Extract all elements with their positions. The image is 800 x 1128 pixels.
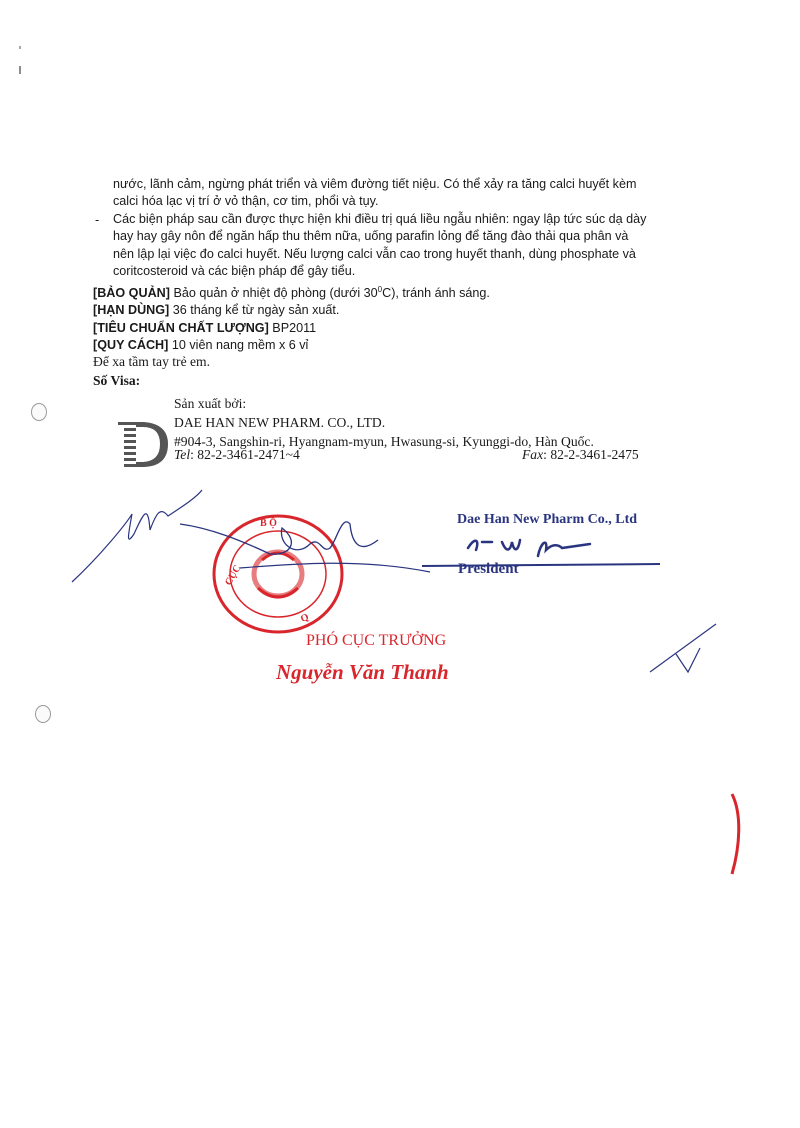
logo-letter: D bbox=[116, 418, 117, 419]
president-title: President bbox=[458, 561, 519, 577]
stamp-edge-mark bbox=[724, 790, 748, 880]
overdose-line-2: calci hóa lạc vị trí ở vỏ thận, cơ tim, phổi và tụy. bbox=[113, 194, 379, 209]
overdose-line-1: nước, lãnh cảm, ngừng phát triển và viêm đường tiết niệu. Có thể xảy ra tăng calci huyết kèm bbox=[113, 177, 637, 191]
visa-label: Số Visa: bbox=[93, 373, 141, 388]
fax-label: Fax bbox=[522, 447, 544, 462]
initial-mark bbox=[646, 620, 722, 676]
company-logo bbox=[116, 418, 176, 470]
stamp-name: Nguyễn Văn Thanh bbox=[276, 660, 449, 684]
storage-text: Bảo quản ở nhiệt độ phòng (dưới 30 bbox=[169, 286, 378, 301]
storage-label: [BẢO QUẢN] bbox=[93, 286, 170, 301]
storage-text-after: C), tránh ánh sáng. bbox=[382, 286, 490, 301]
overdose-line-6: coritcosteroid và các biện pháp để gây tiểu. bbox=[113, 263, 356, 278]
quality-standard-label: [TIÊU CHUẨN CHẤT LƯỢNG] bbox=[93, 320, 269, 335]
shelf-life-text: 36 tháng kể từ ngày sản xuất. bbox=[169, 303, 340, 318]
overdose-line-4: hay hay gây nôn để ngăn hấp thu thêm nữa, uống parafin lỏng để tăng đào thải qua phân và bbox=[113, 229, 629, 244]
punch-hole-top bbox=[31, 403, 47, 421]
svg-text:CỤC: CỤC bbox=[223, 563, 244, 588]
overdose-line-5: nên lập lại việc đo calci huyết. Nếu lượng calci vẫn cao trong huyết thanh, dùng phosphate và bbox=[113, 246, 636, 261]
quality-standard-text: BP2011 bbox=[268, 320, 317, 335]
quality-standard-row bbox=[93, 320, 490, 337]
signature-underline bbox=[420, 552, 670, 572]
stamp-title: PHÓ CỤC TRƯỞNG bbox=[306, 632, 447, 649]
official-signature bbox=[60, 484, 440, 594]
packaging-text: 10 viên nang mềm x 6 vỉ bbox=[168, 338, 309, 353]
company-address: #904-3, Sangshin-ri, Hyangnam-myun, Hwasung-si, Kyunggi-do, Hàn Quốc. bbox=[174, 434, 594, 449]
fax-value: : 82-2-3461-2475 bbox=[543, 447, 639, 462]
shelf-life-row bbox=[93, 302, 490, 319]
storage-superscript: 0 bbox=[377, 285, 383, 294]
shelf-life-label: [HẠN DÙNG] bbox=[93, 303, 170, 318]
overdose-line-3: Các biện pháp sau cần được thực hiện khi điều trị quá liều ngẫu nhiên: ngay lập tức súc dạ dày bbox=[113, 212, 647, 226]
tel-label: Tel bbox=[174, 447, 191, 462]
svg-text:Q: Q bbox=[299, 611, 311, 625]
svg-text:B Ộ: B Ộ bbox=[260, 518, 277, 529]
company-name: DAE HAN NEW PHARM. CO., LTD. bbox=[174, 415, 386, 430]
children-warning: Để xa tầm tay trẻ em. bbox=[93, 354, 211, 369]
produced-by: Sản xuất bởi: bbox=[174, 396, 247, 411]
scan-mark bbox=[14, 40, 26, 80]
punch-hole-bottom bbox=[35, 705, 51, 723]
packaging-row bbox=[93, 337, 490, 354]
tel-value: : 82-2-3461-2471~4 bbox=[190, 447, 300, 462]
bullet-dash: - bbox=[95, 213, 100, 227]
signature-company: Dae Han New Pharm Co., Ltd bbox=[457, 512, 638, 527]
storage-row bbox=[93, 281, 490, 302]
packaging-label: [QUY CÁCH] bbox=[93, 338, 169, 353]
